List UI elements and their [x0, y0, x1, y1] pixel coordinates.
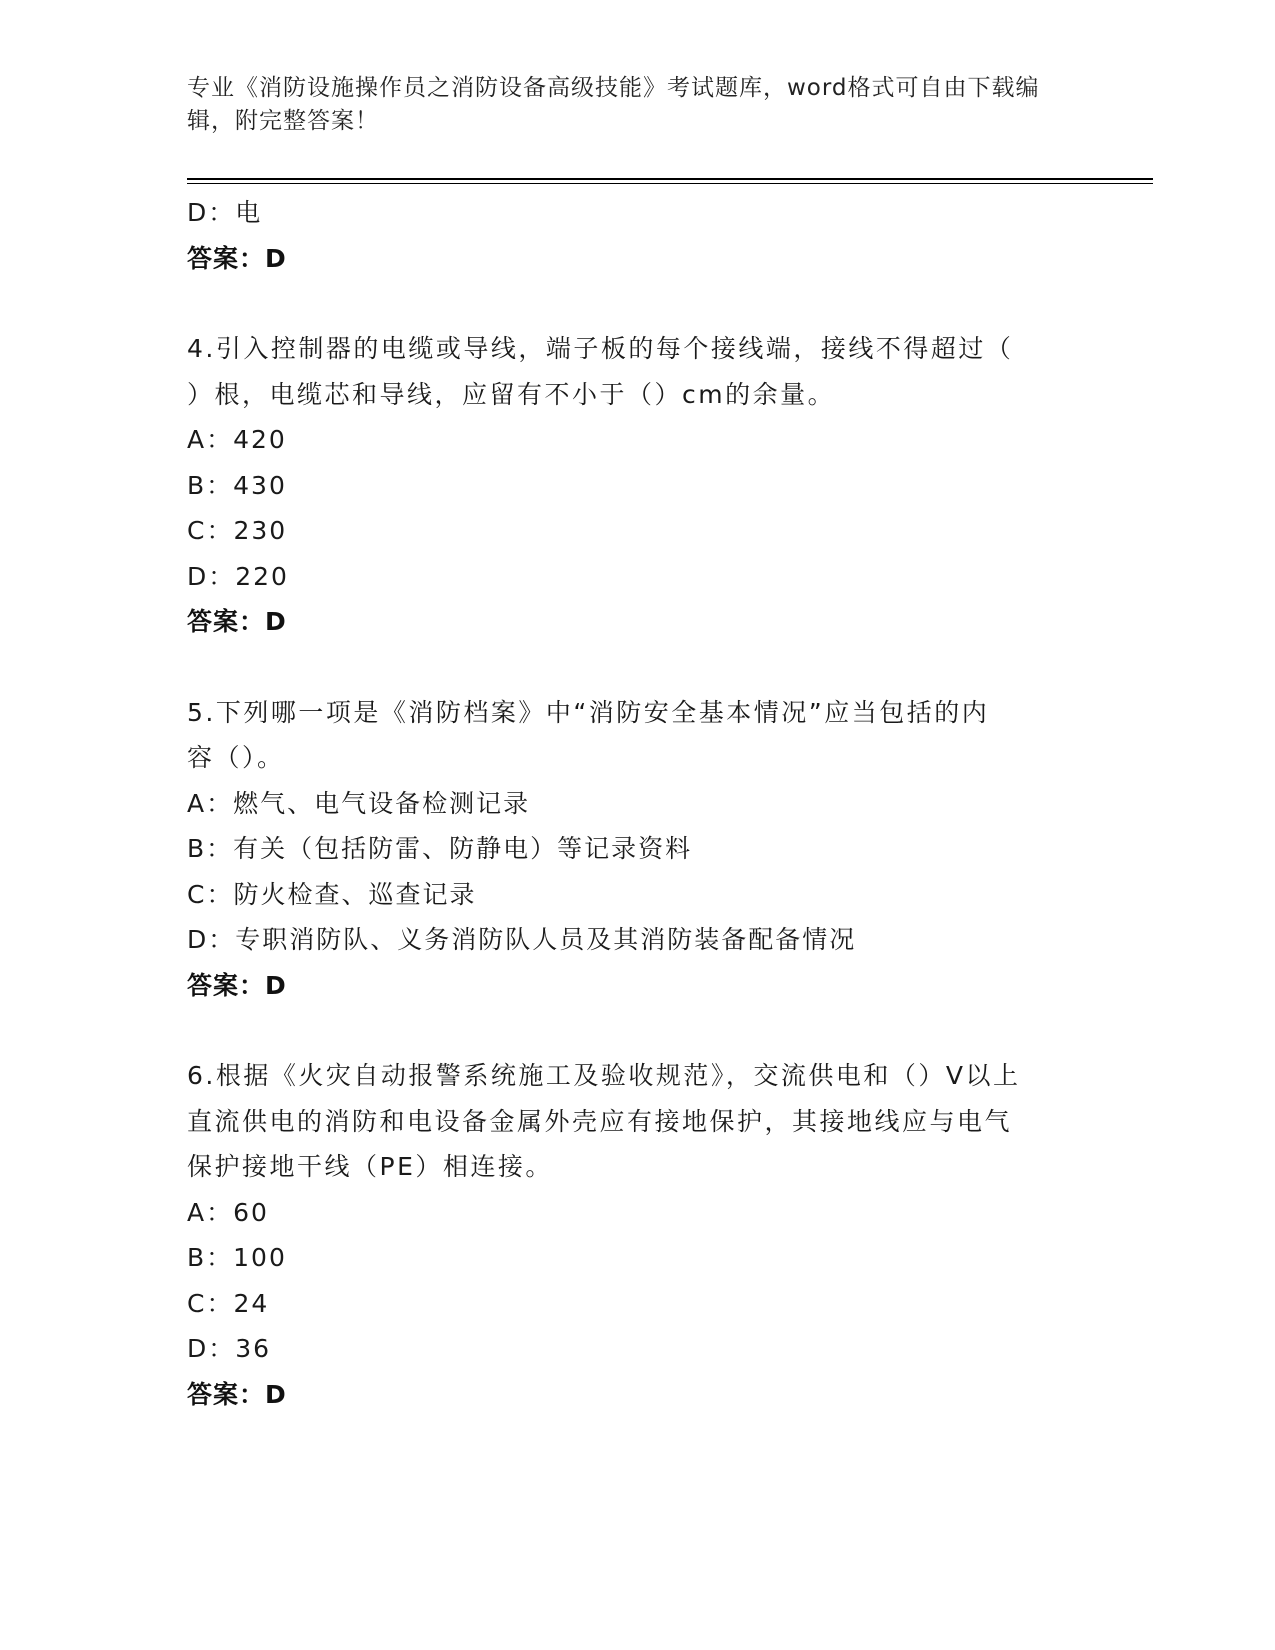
- question-list: [187, 190, 1087, 1417]
- option-c: C：防火检查、巡查记录: [187, 879, 477, 909]
- question-stem: 5.下列哪一项是《消防档案》中“消防安全基本情况”应当包括的内: [187, 697, 990, 727]
- question-5: [187, 690, 1087, 1009]
- question-3-tail: [187, 190, 1087, 281]
- question-stem-continued: 直流供电的消防和电设备金属外壳应有接地保护，其接地线应与电气: [187, 1106, 1013, 1136]
- header-divider-thick: [187, 178, 1153, 180]
- page-header: [187, 72, 1067, 138]
- question-4: [187, 326, 1087, 645]
- option-a: A：60: [187, 1197, 269, 1227]
- header-line-2: 辑，附完整答案！: [187, 108, 379, 134]
- option-a: A：420: [187, 425, 287, 454]
- header-line-1: 专业《消防设施操作员之消防设备高级技能》考试题库，word格式可自由下载编: [187, 75, 1040, 101]
- answer-line: 答案：D: [187, 1379, 287, 1409]
- question-stem-continued: 保护接地干线（PE）相连接。: [187, 1152, 553, 1181]
- question-stem: 4.引入控制器的电缆或导线，端子板的每个接线端，接线不得超过（: [187, 334, 1014, 363]
- question-stem-continued: ）根，电缆芯和导线，应留有不小于（）cm的余量。: [187, 379, 836, 409]
- answer-line: 答案：D: [187, 607, 287, 636]
- question-stem: 6.根据《火灾自动报警系统施工及验收规范》，交流供电和（）V以上: [187, 1061, 1021, 1090]
- option-b: B：430: [187, 470, 287, 500]
- option-c: C：230: [187, 516, 288, 545]
- option-d: D：36: [187, 1334, 272, 1363]
- option-a: A：燃气、电气设备检测记录: [187, 788, 531, 818]
- question-6: [187, 1053, 1087, 1417]
- answer-line: 答案：D: [187, 243, 287, 273]
- option-b: B：有关（包括防雷、防静电）等记录资料: [187, 834, 693, 863]
- option-b: B：100: [187, 1243, 287, 1272]
- question-stem-continued: 容（）。: [187, 743, 285, 772]
- option-d: D：电: [187, 198, 263, 227]
- option-d: D：专职消防队、义务消防队人员及其消防装备配备情况: [187, 925, 857, 954]
- option-d: D：220: [187, 561, 289, 591]
- header-divider-thin: [187, 183, 1153, 184]
- answer-line: 答案：D: [187, 970, 287, 1000]
- option-c: C：24: [187, 1288, 270, 1318]
